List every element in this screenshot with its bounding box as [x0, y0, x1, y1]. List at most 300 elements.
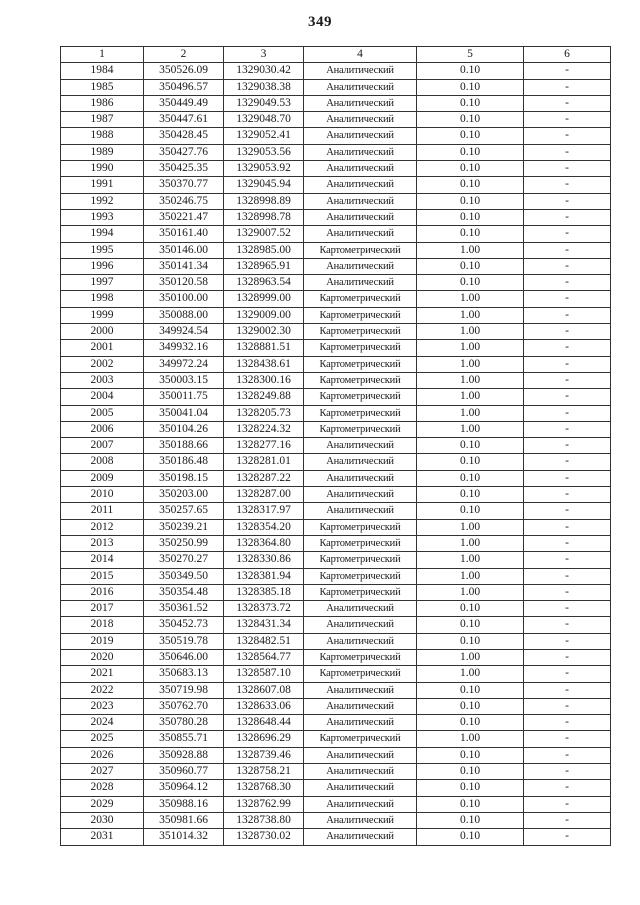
table-row — [61, 715, 611, 731]
y-coordinate-cell: 1328998.89 — [224, 193, 304, 209]
point-number-cell: 1986 — [61, 95, 144, 111]
table-row — [61, 519, 611, 535]
method-cell: Картометрический — [304, 356, 417, 372]
method-cell: Картометрический — [304, 421, 417, 437]
note-cell: - — [524, 454, 611, 470]
note-cell: - — [524, 112, 611, 128]
y-coordinate-cell: 1328768.30 — [224, 780, 304, 796]
method-cell: Аналитический — [304, 128, 417, 144]
point-number-cell: 1984 — [61, 63, 144, 79]
method-cell: Аналитический — [304, 633, 417, 649]
table-row — [61, 177, 611, 193]
method-cell: Аналитический — [304, 617, 417, 633]
note-cell: - — [524, 161, 611, 177]
y-coordinate-cell: 1329038.38 — [224, 79, 304, 95]
point-number-cell: 2011 — [61, 503, 144, 519]
method-cell: Аналитический — [304, 258, 417, 274]
point-number-cell: 1991 — [61, 177, 144, 193]
accuracy-cell: 1.00 — [417, 324, 524, 340]
note-cell: - — [524, 601, 611, 617]
table-row — [61, 324, 611, 340]
y-coordinate-cell: 1328633.06 — [224, 698, 304, 714]
y-coordinate-cell: 1328963.54 — [224, 275, 304, 291]
accuracy-cell: 1.00 — [417, 552, 524, 568]
y-coordinate-cell: 1328317.97 — [224, 503, 304, 519]
table-row — [61, 242, 611, 258]
y-coordinate-cell: 1328965.91 — [224, 258, 304, 274]
y-coordinate-cell: 1328281.01 — [224, 454, 304, 470]
note-cell: - — [524, 144, 611, 160]
table-row — [61, 617, 611, 633]
table-row — [61, 698, 611, 714]
accuracy-cell: 1.00 — [417, 356, 524, 372]
table-row — [61, 161, 611, 177]
point-number-cell: 2017 — [61, 601, 144, 617]
y-coordinate-cell: 1328249.88 — [224, 389, 304, 405]
accuracy-cell: 1.00 — [417, 291, 524, 307]
table-row — [61, 584, 611, 600]
method-cell: Аналитический — [304, 209, 417, 225]
column-header: 6 — [524, 47, 611, 63]
x-coordinate-cell: 350964.12 — [144, 780, 224, 796]
point-number-cell: 2005 — [61, 405, 144, 421]
table-row — [61, 128, 611, 144]
x-coordinate-cell: 350427.76 — [144, 144, 224, 160]
table-row — [61, 829, 611, 845]
y-coordinate-cell: 1328587.10 — [224, 666, 304, 682]
point-number-cell: 2001 — [61, 340, 144, 356]
y-coordinate-cell: 1329052.41 — [224, 128, 304, 144]
point-number-cell: 2012 — [61, 519, 144, 535]
table-row — [61, 421, 611, 437]
x-coordinate-cell: 350141.34 — [144, 258, 224, 274]
x-coordinate-cell: 350354.48 — [144, 584, 224, 600]
point-number-cell: 1999 — [61, 307, 144, 323]
x-coordinate-cell: 349932.16 — [144, 340, 224, 356]
accuracy-cell: 1.00 — [417, 535, 524, 551]
table-row — [61, 649, 611, 665]
y-coordinate-cell: 1328364.80 — [224, 535, 304, 551]
point-number-cell: 2008 — [61, 454, 144, 470]
x-coordinate-cell: 350425.35 — [144, 161, 224, 177]
point-number-cell: 2018 — [61, 617, 144, 633]
y-coordinate-cell: 1328648.44 — [224, 715, 304, 731]
y-coordinate-cell: 1328354.20 — [224, 519, 304, 535]
x-coordinate-cell: 350447.61 — [144, 112, 224, 128]
note-cell: - — [524, 535, 611, 551]
point-number-cell: 2025 — [61, 731, 144, 747]
table-row — [61, 275, 611, 291]
table-row — [61, 601, 611, 617]
method-cell: Аналитический — [304, 747, 417, 763]
x-coordinate-cell: 350239.21 — [144, 519, 224, 535]
table-row — [61, 552, 611, 568]
note-cell: - — [524, 584, 611, 600]
method-cell: Аналитический — [304, 682, 417, 698]
y-coordinate-cell: 1329048.70 — [224, 112, 304, 128]
note-cell: - — [524, 747, 611, 763]
table-row — [61, 63, 611, 79]
table-row — [61, 503, 611, 519]
y-coordinate-cell: 1328762.99 — [224, 796, 304, 812]
point-number-cell: 2009 — [61, 470, 144, 486]
note-cell: - — [524, 470, 611, 486]
x-coordinate-cell: 350186.48 — [144, 454, 224, 470]
note-cell: - — [524, 796, 611, 812]
accuracy-cell: 0.10 — [417, 95, 524, 111]
method-cell: Аналитический — [304, 161, 417, 177]
point-number-cell: 2004 — [61, 389, 144, 405]
x-coordinate-cell: 350519.78 — [144, 633, 224, 649]
accuracy-cell: 1.00 — [417, 731, 524, 747]
note-cell: - — [524, 63, 611, 79]
method-cell: Аналитический — [304, 487, 417, 503]
accuracy-cell: 0.10 — [417, 144, 524, 160]
x-coordinate-cell: 350960.77 — [144, 764, 224, 780]
x-coordinate-cell: 350088.00 — [144, 307, 224, 323]
method-cell: Картометрический — [304, 666, 417, 682]
point-number-cell: 1987 — [61, 112, 144, 128]
method-cell: Картометрический — [304, 552, 417, 568]
y-coordinate-cell: 1328385.18 — [224, 584, 304, 600]
table-row — [61, 372, 611, 388]
method-cell: Картометрический — [304, 568, 417, 584]
point-number-cell: 1995 — [61, 242, 144, 258]
method-cell: Картометрический — [304, 242, 417, 258]
method-cell: Аналитический — [304, 764, 417, 780]
method-cell: Аналитический — [304, 438, 417, 454]
point-number-cell: 2030 — [61, 812, 144, 828]
accuracy-cell: 0.10 — [417, 503, 524, 519]
note-cell: - — [524, 389, 611, 405]
accuracy-cell: 1.00 — [417, 405, 524, 421]
point-number-cell: 1989 — [61, 144, 144, 160]
accuracy-cell: 1.00 — [417, 389, 524, 405]
y-coordinate-cell: 1329053.92 — [224, 161, 304, 177]
accuracy-cell: 1.00 — [417, 242, 524, 258]
table-row — [61, 95, 611, 111]
y-coordinate-cell: 1328999.00 — [224, 291, 304, 307]
note-cell: - — [524, 226, 611, 242]
table-row — [61, 454, 611, 470]
note-cell: - — [524, 812, 611, 828]
y-coordinate-cell: 1329009.00 — [224, 307, 304, 323]
note-cell: - — [524, 568, 611, 584]
accuracy-cell: 0.10 — [417, 454, 524, 470]
method-cell: Аналитический — [304, 112, 417, 128]
note-cell: - — [524, 128, 611, 144]
note-cell: - — [524, 552, 611, 568]
y-coordinate-cell: 1328330.86 — [224, 552, 304, 568]
note-cell: - — [524, 731, 611, 747]
note-cell: - — [524, 372, 611, 388]
note-cell: - — [524, 682, 611, 698]
table-row — [61, 405, 611, 421]
x-coordinate-cell: 350361.52 — [144, 601, 224, 617]
accuracy-cell: 0.10 — [417, 79, 524, 95]
y-coordinate-cell: 1328287.00 — [224, 487, 304, 503]
x-coordinate-cell: 350449.49 — [144, 95, 224, 111]
point-number-cell: 2029 — [61, 796, 144, 812]
accuracy-cell: 0.10 — [417, 617, 524, 633]
table-row — [61, 389, 611, 405]
y-coordinate-cell: 1328300.16 — [224, 372, 304, 388]
point-number-cell: 1997 — [61, 275, 144, 291]
y-coordinate-cell: 1329030.42 — [224, 63, 304, 79]
x-coordinate-cell: 350646.00 — [144, 649, 224, 665]
table-row — [61, 731, 611, 747]
note-cell: - — [524, 258, 611, 274]
method-cell: Аналитический — [304, 193, 417, 209]
method-cell: Аналитический — [304, 226, 417, 242]
accuracy-cell: 0.10 — [417, 470, 524, 486]
table-row — [61, 633, 611, 649]
page-number: 349 — [308, 14, 332, 30]
accuracy-cell: 1.00 — [417, 421, 524, 437]
method-cell: Аналитический — [304, 275, 417, 291]
method-cell: Картометрический — [304, 389, 417, 405]
method-cell: Аналитический — [304, 177, 417, 193]
y-coordinate-cell: 1328438.61 — [224, 356, 304, 372]
point-number-cell: 2006 — [61, 421, 144, 437]
accuracy-cell: 0.10 — [417, 715, 524, 731]
y-coordinate-cell: 1329002.30 — [224, 324, 304, 340]
x-coordinate-cell: 349924.54 — [144, 324, 224, 340]
accuracy-cell: 0.10 — [417, 128, 524, 144]
table-row — [61, 307, 611, 323]
y-coordinate-cell: 1328431.34 — [224, 617, 304, 633]
note-cell: - — [524, 715, 611, 731]
method-cell: Аналитический — [304, 829, 417, 845]
table-row — [61, 226, 611, 242]
point-number-cell: 2000 — [61, 324, 144, 340]
y-coordinate-cell: 1328564.77 — [224, 649, 304, 665]
method-cell: Аналитический — [304, 470, 417, 486]
x-coordinate-cell: 350257.65 — [144, 503, 224, 519]
point-number-cell: 1994 — [61, 226, 144, 242]
x-coordinate-cell: 349972.24 — [144, 356, 224, 372]
x-coordinate-cell: 350270.27 — [144, 552, 224, 568]
point-number-cell: 2014 — [61, 552, 144, 568]
method-cell: Аналитический — [304, 79, 417, 95]
table-row — [61, 438, 611, 454]
column-header: 2 — [144, 47, 224, 63]
accuracy-cell: 1.00 — [417, 568, 524, 584]
x-coordinate-cell: 350496.57 — [144, 79, 224, 95]
note-cell: - — [524, 275, 611, 291]
accuracy-cell: 0.10 — [417, 764, 524, 780]
y-coordinate-cell: 1328985.00 — [224, 242, 304, 258]
accuracy-cell: 0.10 — [417, 812, 524, 828]
column-header: 5 — [417, 47, 524, 63]
point-number-cell: 2028 — [61, 780, 144, 796]
point-number-cell: 2024 — [61, 715, 144, 731]
accuracy-cell: 0.10 — [417, 682, 524, 698]
y-coordinate-cell: 1329045.94 — [224, 177, 304, 193]
table-row — [61, 487, 611, 503]
note-cell: - — [524, 193, 611, 209]
accuracy-cell: 1.00 — [417, 584, 524, 600]
y-coordinate-cell: 1329007.52 — [224, 226, 304, 242]
point-number-cell: 2002 — [61, 356, 144, 372]
x-coordinate-cell: 350203.00 — [144, 487, 224, 503]
x-coordinate-cell: 350683.13 — [144, 666, 224, 682]
note-cell: - — [524, 487, 611, 503]
x-coordinate-cell: 350855.71 — [144, 731, 224, 747]
point-number-cell: 1992 — [61, 193, 144, 209]
method-cell: Картометрический — [304, 584, 417, 600]
x-coordinate-cell: 350349.50 — [144, 568, 224, 584]
method-cell: Аналитический — [304, 812, 417, 828]
table-row — [61, 470, 611, 486]
note-cell: - — [524, 242, 611, 258]
accuracy-cell: 0.10 — [417, 63, 524, 79]
x-coordinate-cell: 350526.09 — [144, 63, 224, 79]
y-coordinate-cell: 1328607.08 — [224, 682, 304, 698]
x-coordinate-cell: 350928.88 — [144, 747, 224, 763]
x-coordinate-cell: 350780.28 — [144, 715, 224, 731]
accuracy-cell: 0.10 — [417, 112, 524, 128]
accuracy-cell: 0.10 — [417, 161, 524, 177]
point-number-cell: 1990 — [61, 161, 144, 177]
y-coordinate-cell: 1328696.29 — [224, 731, 304, 747]
x-coordinate-cell: 350161.40 — [144, 226, 224, 242]
point-number-cell: 2031 — [61, 829, 144, 845]
note-cell: - — [524, 666, 611, 682]
y-coordinate-cell: 1328224.32 — [224, 421, 304, 437]
point-number-cell: 2013 — [61, 535, 144, 551]
accuracy-cell: 1.00 — [417, 666, 524, 682]
accuracy-cell: 0.10 — [417, 698, 524, 714]
x-coordinate-cell: 350250.99 — [144, 535, 224, 551]
method-cell: Картометрический — [304, 519, 417, 535]
y-coordinate-cell: 1328739.46 — [224, 747, 304, 763]
point-number-cell: 2015 — [61, 568, 144, 584]
note-cell: - — [524, 95, 611, 111]
table-row — [61, 764, 611, 780]
note-cell: - — [524, 405, 611, 421]
x-coordinate-cell: 350221.47 — [144, 209, 224, 225]
point-number-cell: 2027 — [61, 764, 144, 780]
method-cell: Аналитический — [304, 503, 417, 519]
table-row — [61, 258, 611, 274]
accuracy-cell: 0.10 — [417, 780, 524, 796]
point-number-cell: 2026 — [61, 747, 144, 763]
table-row — [61, 666, 611, 682]
accuracy-cell: 1.00 — [417, 340, 524, 356]
x-coordinate-cell: 350003.15 — [144, 372, 224, 388]
table-row — [61, 812, 611, 828]
method-cell: Аналитический — [304, 796, 417, 812]
point-number-cell: 2003 — [61, 372, 144, 388]
note-cell: - — [524, 764, 611, 780]
note-cell: - — [524, 829, 611, 845]
accuracy-cell: 0.10 — [417, 601, 524, 617]
x-coordinate-cell: 350104.26 — [144, 421, 224, 437]
note-cell: - — [524, 519, 611, 535]
accuracy-cell: 0.10 — [417, 275, 524, 291]
table-row — [61, 291, 611, 307]
note-cell: - — [524, 421, 611, 437]
x-coordinate-cell: 351014.32 — [144, 829, 224, 845]
note-cell: - — [524, 291, 611, 307]
column-header: 3 — [224, 47, 304, 63]
accuracy-cell: 0.10 — [417, 438, 524, 454]
note-cell: - — [524, 503, 611, 519]
x-coordinate-cell: 350719.98 — [144, 682, 224, 698]
x-coordinate-cell: 350370.77 — [144, 177, 224, 193]
point-number-cell: 1993 — [61, 209, 144, 225]
accuracy-cell: 0.10 — [417, 633, 524, 649]
note-cell: - — [524, 780, 611, 796]
x-coordinate-cell: 350146.00 — [144, 242, 224, 258]
table-row — [61, 356, 611, 372]
method-cell: Аналитический — [304, 144, 417, 160]
header-row — [61, 47, 611, 63]
x-coordinate-cell: 350100.00 — [144, 291, 224, 307]
accuracy-cell: 1.00 — [417, 307, 524, 323]
accuracy-cell: 0.10 — [417, 829, 524, 845]
method-cell: Картометрический — [304, 372, 417, 388]
table-row — [61, 682, 611, 698]
note-cell: - — [524, 356, 611, 372]
table-row — [61, 568, 611, 584]
table-row — [61, 780, 611, 796]
y-coordinate-cell: 1328730.02 — [224, 829, 304, 845]
note-cell: - — [524, 617, 611, 633]
point-number-cell: 2022 — [61, 682, 144, 698]
x-coordinate-cell: 350041.04 — [144, 405, 224, 421]
accuracy-cell: 0.10 — [417, 796, 524, 812]
point-number-cell: 2020 — [61, 649, 144, 665]
table-row — [61, 535, 611, 551]
method-cell: Аналитический — [304, 63, 417, 79]
note-cell: - — [524, 79, 611, 95]
note-cell: - — [524, 307, 611, 323]
y-coordinate-cell: 1328277.16 — [224, 438, 304, 454]
method-cell: Картометрический — [304, 649, 417, 665]
point-number-cell: 2007 — [61, 438, 144, 454]
accuracy-cell: 0.10 — [417, 177, 524, 193]
accuracy-cell: 0.10 — [417, 226, 524, 242]
y-coordinate-cell: 1328738.80 — [224, 812, 304, 828]
column-header: 4 — [304, 47, 417, 63]
note-cell: - — [524, 177, 611, 193]
accuracy-cell: 0.10 — [417, 209, 524, 225]
table-row — [61, 193, 611, 209]
column-header: 1 — [61, 47, 144, 63]
point-number-cell: 2019 — [61, 633, 144, 649]
point-number-cell: 1985 — [61, 79, 144, 95]
y-coordinate-cell: 1328205.73 — [224, 405, 304, 421]
y-coordinate-cell: 1328373.72 — [224, 601, 304, 617]
point-number-cell: 1998 — [61, 291, 144, 307]
accuracy-cell: 0.10 — [417, 747, 524, 763]
method-cell: Картометрический — [304, 340, 417, 356]
y-coordinate-cell: 1329053.56 — [224, 144, 304, 160]
x-coordinate-cell: 350428.45 — [144, 128, 224, 144]
note-cell: - — [524, 649, 611, 665]
method-cell: Аналитический — [304, 454, 417, 470]
note-cell: - — [524, 340, 611, 356]
accuracy-cell: 1.00 — [417, 519, 524, 535]
table-row — [61, 112, 611, 128]
table-body — [61, 63, 611, 845]
note-cell: - — [524, 209, 611, 225]
note-cell: - — [524, 698, 611, 714]
y-coordinate-cell: 1328998.78 — [224, 209, 304, 225]
y-coordinate-cell: 1328381.94 — [224, 568, 304, 584]
